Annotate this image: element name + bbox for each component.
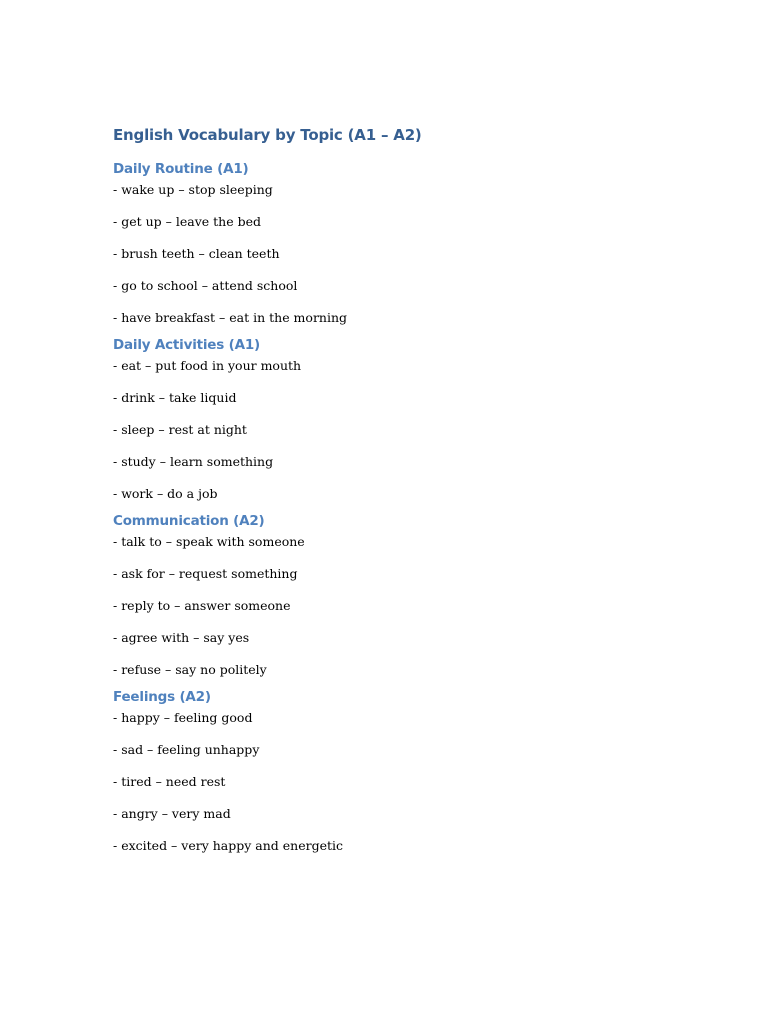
- section-heading: Daily Routine (A1): [113, 161, 249, 177]
- list-item: - reply to – answer someone: [113, 598, 291, 613]
- section-feelings: [113, 688, 673, 854]
- list-item: - angry – very mad: [113, 806, 231, 821]
- list-item: - eat – put food in your mouth: [113, 358, 302, 373]
- section-heading: Feelings (A2): [113, 689, 211, 705]
- list-item: - happy – feeling good: [113, 710, 253, 725]
- section-daily-routine: [113, 160, 673, 326]
- list-item: - go to school – attend school: [113, 278, 298, 293]
- list-item: - refuse – say no politely: [113, 662, 267, 677]
- document-title: English Vocabulary by Topic (A1 – A2): [113, 126, 422, 144]
- section-heading: Daily Activities (A1): [113, 337, 260, 353]
- list-item: - sleep – rest at night: [113, 422, 247, 437]
- list-item: - excited – very happy and energetic: [113, 838, 343, 853]
- section-daily-activities: [113, 336, 673, 502]
- list-item: - talk to – speak with someone: [113, 534, 305, 549]
- list-item: - drink – take liquid: [113, 390, 237, 405]
- list-item: - have breakfast – eat in the morning: [113, 310, 348, 325]
- list-item: - work – do a job: [113, 486, 218, 501]
- list-item: - get up – leave the bed: [113, 214, 261, 229]
- list-item: - agree with – say yes: [113, 630, 250, 645]
- section-communication: [113, 512, 673, 678]
- list-item: - tired – need rest: [113, 774, 226, 789]
- document-page: [113, 124, 673, 864]
- section-heading: Communication (A2): [113, 513, 265, 529]
- list-item: - sad – feeling unhappy: [113, 742, 260, 757]
- list-item: - ask for – request something: [113, 566, 298, 581]
- list-item: - wake up – stop sleeping: [113, 182, 273, 197]
- list-item: - brush teeth – clean teeth: [113, 246, 280, 261]
- list-item: - study – learn something: [113, 454, 274, 469]
